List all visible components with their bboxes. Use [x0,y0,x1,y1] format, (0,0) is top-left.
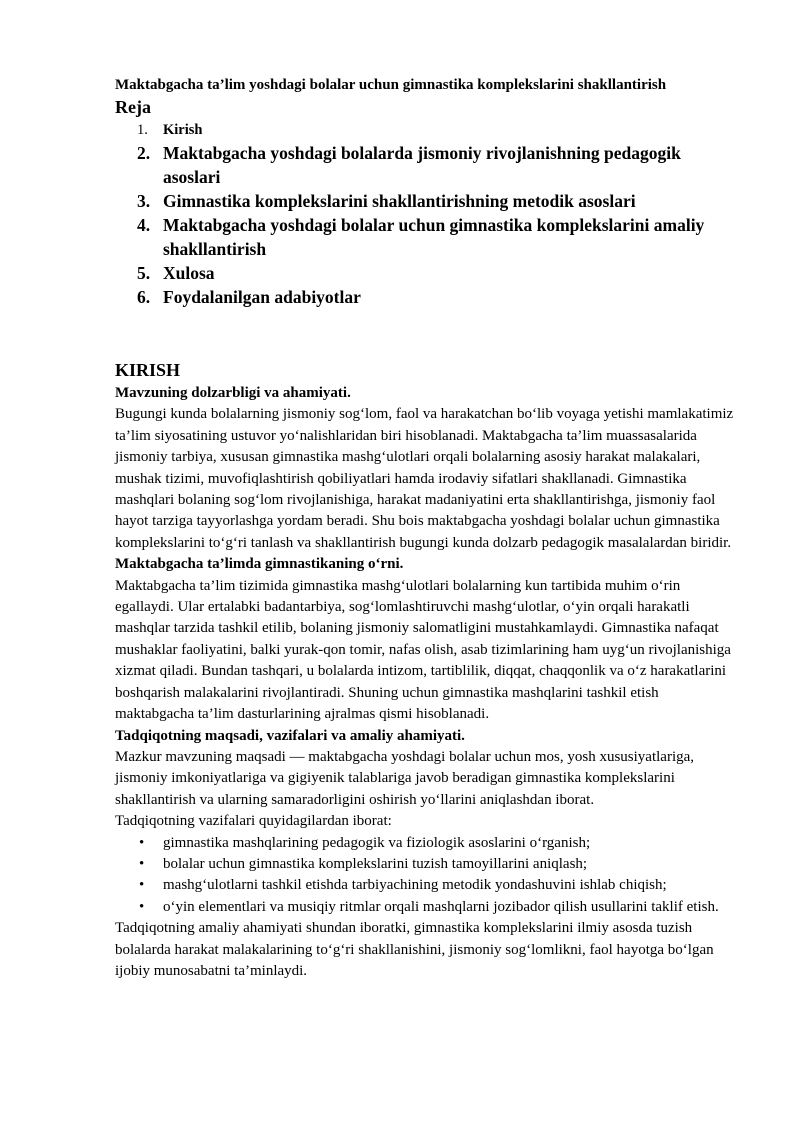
plan-item-text: Gimnastika komplekslarini shakllantirishning metodik asoslari [163,191,636,211]
plan-item-number: 6. [137,287,151,307]
document-title: Maktabgacha ta’lim yoshdagi bolalar uchun gimnastika komplekslarini shakllantirish [115,77,667,93]
bullet-icon: • [139,855,145,872]
plan-item [115,189,740,213]
plan-item [115,213,740,261]
bullet-icon: • [139,834,145,851]
plan-item-text: Kirish [163,122,203,138]
paragraph-research-goal: Mazkur mavzuning maqsadi — maktabgacha yoshdagi bolalar uchun mos, yosh xususiyatlariga, jismoniy imkoniyatlariga va gigiyenik talablariga javob beradigan gimnastika komplekslarini shakllantirish va ularning samaradorligini oshirish yo‘llarini aniqlashdan iborat. [115,748,695,808]
plan-item [115,285,740,309]
plan-item-text: Maktabgacha yoshdagi bolalarda jismoniy rivojlanishning pedagogik asoslari [163,143,681,187]
plan-item [115,261,740,285]
task-item [115,875,740,896]
plan-item-number: 4. [137,215,151,235]
plan-item-number: 5. [137,263,151,283]
paragraph-gymnastics-role: Maktabgacha ta’lim tizimida gimnastika mashg‘ulotlari bolalarning kun tartibida muhim o‘rin egallaydi. Ular ertalabki badantarbiya, sog‘lomlashtiruvchi mashg‘ulotlar, o‘yin orqali harakatli mashqlar tarzida tashkil etilib, bolaning jismoniy salomatligini mustahkamlaydi. Gimnastika nafaqat mushaklar faoliyatini, balki yurak-qon tomir, nafas olish, asab tizimlarining ham uyg‘un rivojlanishiga xizmat qiladi. Bundan tashqari, u bolalarda intizom, tartiblilik, diqqat, chaqqonlik va o‘z harakatlarini boshqarish malakalarini rivojlantiradi. Shuning uchun gimnastika mashqlarini tashkil etish maktabgacha ta’lim dasturlarining ajralmas qismi hisoblanadi. [115,577,731,723]
plan-item-text: Xulosa [163,263,215,283]
task-item [115,897,740,918]
plan-item-text: Foydalanilgan adabiyotlar [163,287,361,307]
paragraph-relevance: Bugungi kunda bolalarning jismoniy sog‘lom, faol va harakatchan bo‘lib voyaga yetishi mamlakatimiz ta’lim siyosatining ustuvor yo‘nalishlaridan biri hisoblanadi. Maktabgacha ta’lim muassasalarida jismoniy tarbiya, xususan gimnastika mashg‘ulotlari orqali bolalarning asosiy harakat malakalari, mushak tizimi, muvofiqlashtirish qobiliyatlari hamda irodaviy sifatlari shakllanadi. Gimnastika mashqlari bolaning sog‘lom rivojlanishiga, harakat madaniyatini erta shakllantirishga, jismoniy faol hayot tarziga tayyorlashga yordam beradi. Shu bois maktabgacha yoshdagi bolalar uchun gimnastika komplekslarini to‘g‘ri tanlash va shakllantirish bugungi kunda dolzarb pedagogik masalalardan biridir. [115,406,734,551]
task-text: o‘yin elementlari va musiqiy ritmlar orqali mashqlarni jozibador qilish usullarini taklif etish. [163,898,719,915]
plan-item-number: 3. [137,191,151,211]
bullet-icon: • [139,877,145,894]
plan-item [115,120,740,141]
task-item [115,833,740,854]
section-heading-kirish: KIRISH [115,360,181,380]
subheading-research-goals: Tadqiqotning maqsadi, vazifalari va amaliy ahamiyati. [115,727,465,744]
task-text: gimnastika mashqlarining pedagogik va fiziologik asoslarini o‘rganish; [163,834,591,851]
plan-item-number: 1. [137,122,148,138]
plan-item [115,141,740,189]
paragraph-practical-significance: Tadqiqotning amaliy ahamiyati shundan iboratki, gimnastika komplekslarini ilmiy asosda tuzish bolalarda harakat malakalarining to‘g‘ri shakllanishini, jismoniy sog‘lomlikni, faol hayotga bo‘lgan ijobiy munosabatni ta’minlaydi. [115,920,714,979]
task-text: bolalar uchun gimnastika komplekslarini tuzish tamoyillarini aniqlash; [163,855,588,872]
plan-list [115,120,740,309]
tasks-list [115,833,740,919]
plan-item-text: Maktabgacha yoshdagi bolalar uchun gimnastika komplekslarini amaliy shakllantirish [163,215,705,259]
bullet-icon: • [139,898,145,915]
plan-item-number: 2. [137,143,151,163]
task-item [115,854,740,875]
subheading-gymnastics-role: Maktabgacha ta’limda gimnastikaning o‘rni. [115,556,404,573]
subheading-relevance: Mavzuning dolzarbligi va ahamiyati. [115,385,351,401]
task-text: mashg‘ulotlarni tashkil etishda tarbiyachining metodik yondashuvini ishlab chiqish; [163,877,667,894]
document-page [115,74,740,982]
plan-heading: Reja [115,97,151,117]
tasks-intro: Tadqiqotning vazifalari quyidagilardan iborat: [115,813,392,830]
